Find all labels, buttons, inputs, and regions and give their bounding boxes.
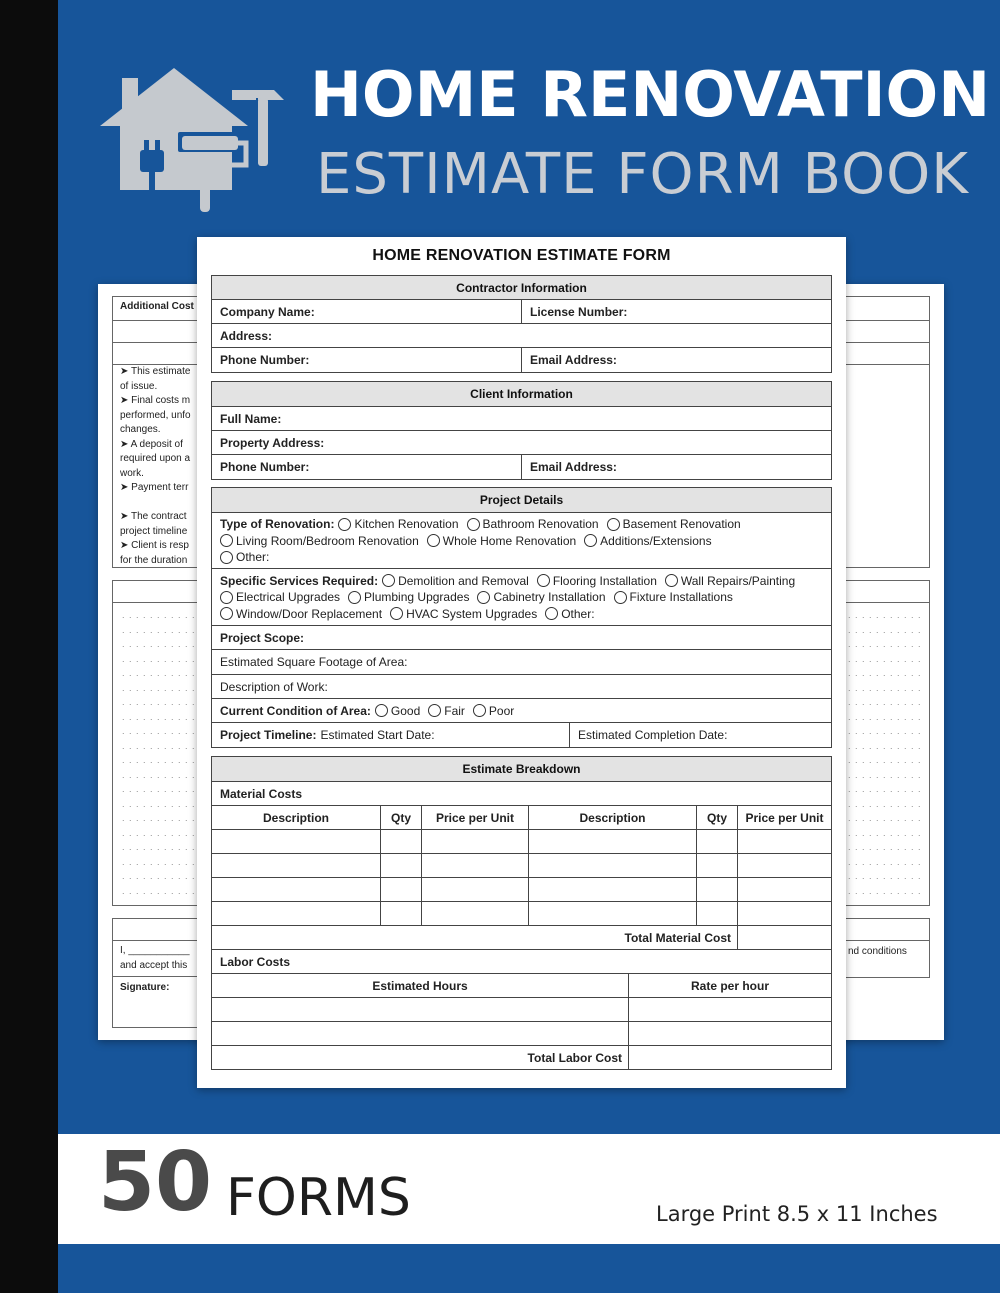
form-row [212, 407, 831, 431]
labor-cell[interactable] [628, 1022, 831, 1045]
material-cell[interactable] [212, 902, 380, 925]
material-cell[interactable] [696, 854, 737, 877]
material-cell[interactable] [737, 830, 831, 853]
radio-circle-icon [607, 518, 620, 531]
table-row [212, 854, 831, 878]
col-estimated-hours: Estimated Hours [372, 978, 468, 993]
material-cell[interactable] [421, 878, 528, 901]
book-spine [0, 0, 58, 1293]
client-section [211, 381, 832, 480]
notes-list [120, 365, 191, 568]
dotted-lines: . . . . . . . . . . . . . . . . . . . . . . . . . . . . . . . . . . . . . . . . . . . . . . . . . . . . . . . . . . . . . . . . . . . . . . . . . . . . . . . . . . . . . . . . . . . . . . . . . . . . . . . . . . . . . . . . . . . . . . . . . . . . . . . . . . . . . . . . . . . . . . . . . . . . . . . . . . . . . . . . . . . . . . . . . . . . . . . . . . . . . . . . . . . . . . . . . . . . . . . . . . . . . . . . . . . . . . . . . . . . [848, 610, 922, 896]
radio-circle-icon [427, 534, 440, 547]
forms-count: 50 [98, 1135, 213, 1230]
labor-costs-label: Labor Costs [220, 954, 291, 969]
client-phone-field[interactable]: Phone Number: [220, 460, 310, 474]
total-material-label: Total Material Cost [624, 930, 731, 945]
table-row [212, 998, 831, 1022]
radio-window-door[interactable]: Window/Door Replacement [220, 607, 382, 621]
radio-circle-icon [382, 574, 395, 587]
note-line: changes. [120, 424, 161, 435]
col-rate-per-hour: Rate per hour [628, 974, 831, 997]
material-cell[interactable] [528, 878, 696, 901]
square-footage-field[interactable]: Estimated Square Footage of Area: [220, 655, 408, 669]
radio-flooring[interactable]: Flooring Installation [537, 574, 657, 588]
material-cell[interactable] [737, 854, 831, 877]
col-price-per-unit: Price per Unit [737, 806, 831, 829]
material-cell[interactable] [380, 830, 421, 853]
radio-demolition[interactable]: Demolition and Removal [382, 574, 529, 588]
note-line: of issue. [120, 380, 158, 392]
radio-service-other[interactable]: Other: [545, 607, 594, 621]
radio-circle-icon [614, 591, 627, 604]
radio-basement[interactable]: Basement Renovation [607, 517, 741, 531]
labor-cell[interactable] [628, 998, 831, 1021]
table-row [212, 902, 831, 926]
address-field[interactable]: Address: [220, 328, 273, 343]
form-row [212, 723, 831, 748]
form-row [212, 950, 831, 974]
form-row [212, 455, 831, 480]
col-qty: Qty [380, 806, 421, 829]
house-plug-roller-hammer-icon [96, 60, 286, 215]
estimate-heading: Estimate Breakdown [212, 757, 831, 782]
additional-cost-header: Additional Cost [120, 301, 194, 312]
project-scope-label: Project Scope: [220, 630, 305, 645]
radio-circle-icon [473, 704, 486, 717]
radio-circle-icon [348, 591, 361, 604]
note-line: required upon a [120, 453, 191, 464]
print-size: Large Print 8.5 x 11 Inches [656, 1202, 938, 1226]
bottom-band [58, 1134, 1000, 1244]
contractor-section [211, 275, 832, 373]
sig-line-2: and accept this [120, 960, 188, 971]
form-row [212, 431, 831, 455]
contractor-heading: Contractor Information [212, 276, 831, 300]
total-labor-row [212, 1046, 831, 1070]
license-number-field[interactable]: License Number: [521, 300, 831, 323]
cover-title: HOME RENOVATION [310, 58, 991, 131]
terms-fragment: nd conditions [848, 946, 907, 957]
radio-good[interactable]: Good [375, 704, 420, 718]
radio-circle-icon [584, 534, 597, 547]
project-heading: Project Details [212, 488, 831, 513]
form-row [212, 324, 831, 348]
note-line: ➤ Client is resp [120, 540, 189, 551]
forms-label: FORMS [226, 1168, 411, 1228]
form-row [212, 675, 831, 699]
radio-circle-icon [477, 591, 490, 604]
form-title: HOME RENOVATION ESTIMATE FORM [372, 247, 671, 264]
material-header-row [212, 806, 831, 830]
radio-circle-icon [338, 518, 351, 531]
col-description: Description [528, 806, 696, 829]
form-row [212, 626, 831, 650]
form-row [212, 300, 831, 324]
material-cell[interactable] [421, 830, 528, 853]
material-cell[interactable] [528, 854, 696, 877]
radio-circle-icon [220, 607, 233, 620]
radio-fair[interactable]: Fair [428, 704, 465, 718]
radio-circle-icon [665, 574, 678, 587]
total-labor-value[interactable] [628, 1046, 831, 1069]
total-labor-label: Total Labor Cost [527, 1050, 622, 1065]
material-cell[interactable] [696, 902, 737, 925]
client-heading: Client Information [212, 382, 831, 407]
labor-header-row [212, 974, 831, 998]
material-cell[interactable] [737, 902, 831, 925]
completion-date-field[interactable]: Estimated Completion Date: [569, 723, 831, 747]
radio-circle-icon [220, 551, 233, 564]
radio-kitchen[interactable]: Kitchen Renovation [338, 517, 458, 531]
col-qty: Qty [696, 806, 737, 829]
table-row [212, 878, 831, 902]
radio-circle-icon [220, 591, 233, 604]
col-price-per-unit: Price per Unit [421, 806, 528, 829]
client-email-field[interactable]: Email Address: [521, 455, 831, 479]
form-row [212, 782, 831, 806]
radio-plumbing[interactable]: Plumbing Upgrades [348, 590, 469, 604]
contractor-phone-field[interactable]: Phone Number: [220, 353, 310, 367]
material-cell[interactable] [380, 878, 421, 901]
material-cell[interactable] [421, 902, 528, 925]
material-cell[interactable] [212, 830, 380, 853]
material-cell[interactable] [696, 830, 737, 853]
estimate-form-page [197, 237, 846, 1088]
form-row [212, 699, 831, 723]
note-line: ➤ Final costs m [120, 395, 191, 406]
note-line: project timeline [120, 525, 188, 537]
form-row [212, 569, 831, 626]
note-line: performed, unfo [120, 409, 191, 421]
form-row [212, 513, 831, 569]
material-cell[interactable] [212, 854, 380, 877]
services-group [212, 569, 831, 625]
description-of-work-field[interactable]: Description of Work: [220, 679, 328, 694]
note-line: ➤ This estimate [120, 366, 191, 377]
signature-label: Signature: [120, 982, 170, 993]
radio-living-room[interactable]: Living Room/Bedroom Renovation [220, 534, 419, 548]
material-cell[interactable] [380, 854, 421, 877]
col-description: Description [262, 810, 329, 825]
services-label: Specific Services Required: [220, 573, 379, 588]
note-line: work. [120, 467, 144, 479]
start-date-field[interactable]: Project Timeline: Estimated Start Date: [220, 728, 435, 742]
full-name-field[interactable]: Full Name: [220, 411, 282, 426]
radio-whole-home[interactable]: Whole Home Renovation [427, 534, 576, 548]
note-line: ➤ The contract [120, 511, 187, 522]
radio-circle-icon [428, 704, 441, 717]
radio-circle-icon [390, 607, 403, 620]
radio-circle-icon [220, 534, 233, 547]
condition-group [212, 699, 831, 722]
radio-type-other[interactable]: Other: [220, 550, 269, 564]
labor-cell[interactable] [212, 998, 628, 1021]
radio-circle-icon [467, 518, 480, 531]
material-costs-label: Material Costs [220, 786, 303, 801]
table-row [212, 830, 831, 854]
radio-poor[interactable]: Poor [473, 704, 514, 718]
radio-electrical[interactable]: Electrical Upgrades [220, 590, 340, 604]
radio-hvac[interactable]: HVAC System Upgrades [390, 607, 537, 621]
radio-fixtures[interactable]: Fixture Installations [614, 590, 733, 604]
material-cell[interactable] [737, 878, 831, 901]
form-row [212, 650, 831, 675]
material-cell[interactable] [421, 854, 528, 877]
radio-circle-icon [537, 574, 550, 587]
project-section [211, 487, 832, 748]
property-address-field[interactable]: Property Address: [220, 435, 325, 450]
note-line: ➤ Payment terr [120, 482, 189, 493]
cover-subtitle: ESTIMATE FORM BOOK [316, 142, 969, 207]
material-cell[interactable] [528, 902, 696, 925]
company-name-field[interactable]: Company Name: [220, 304, 315, 319]
condition-label: Current Condition of Area: [220, 703, 371, 718]
radio-wall-repairs[interactable]: Wall Repairs/Painting [665, 574, 795, 588]
total-material-value[interactable] [737, 926, 831, 949]
renovation-type-group [212, 513, 831, 568]
material-cell[interactable] [528, 830, 696, 853]
material-cell[interactable] [212, 878, 380, 901]
radio-circle-icon [545, 607, 558, 620]
radio-bathroom[interactable]: Bathroom Renovation [467, 517, 599, 531]
material-cell[interactable] [380, 902, 421, 925]
estimate-section [211, 756, 832, 1070]
note-line: ➤ A deposit of [120, 438, 183, 450]
note-line: for the duration [120, 554, 188, 566]
material-cell[interactable] [696, 878, 737, 901]
renovation-type-label: Type of Renovation: [220, 517, 335, 531]
radio-cabinetry[interactable]: Cabinetry Installation [477, 590, 605, 604]
radio-additions[interactable]: Additions/Extensions [584, 534, 711, 548]
contractor-email-field[interactable]: Email Address: [521, 348, 831, 372]
radio-circle-icon [375, 704, 388, 717]
table-row [212, 1022, 831, 1046]
total-material-row [212, 926, 831, 950]
form-row [212, 348, 831, 373]
note-line [120, 496, 191, 511]
sig-line-1: I, ___________ [120, 945, 190, 956]
labor-cell[interactable] [212, 1022, 628, 1045]
dotted-lines: . . . . . . . . . . . . . . . . . . . . . . . . . . . . . . . . . . . . . . . . . . . . . . . . . . . . . . . . . . . . . . . . . . . . . . . . . . . . . . . . . . . . . . . . . . . . . . . . . . . . . . . . . . . . . . . . . . . . . . . . . . . . . . . . . . . . . . . . . . . . . . . . . . . . . . . . . . . . . . . . . . . . . . . . . . . . . . . . . . . . . . . . . . . . . . . . . . . . . . . . . . . . . . . . . . . . . . . . . . . . [122, 610, 196, 896]
